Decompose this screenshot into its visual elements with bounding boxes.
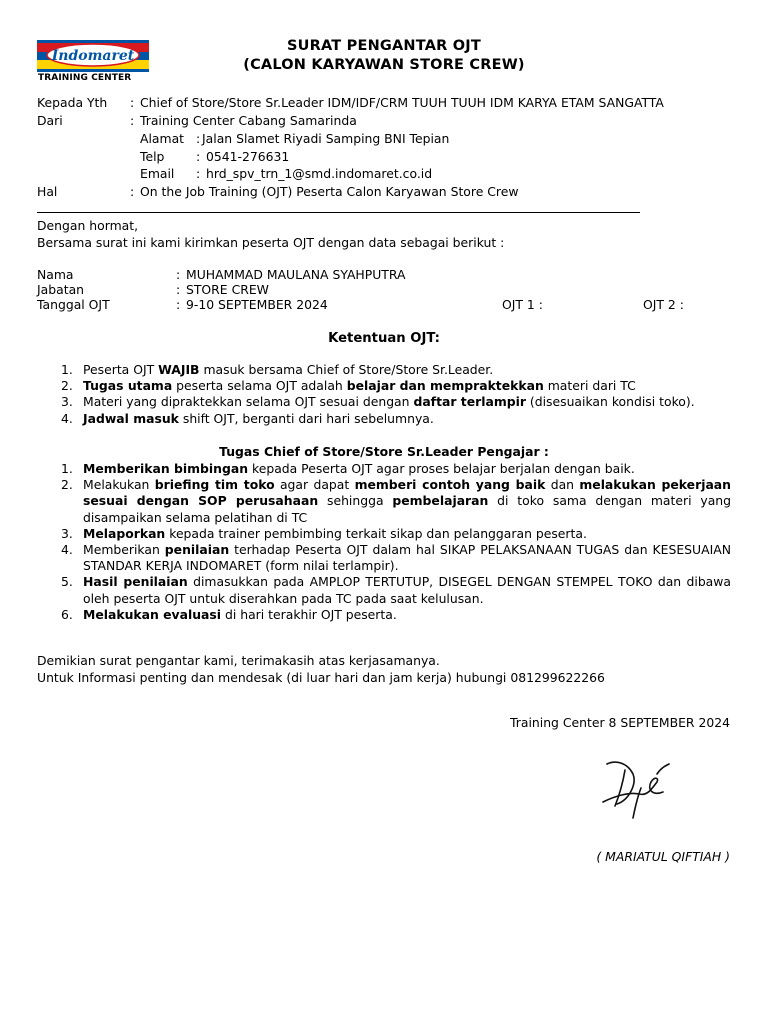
letter-subtitle: (CALON KARYAWAN STORE CREW)	[243, 57, 525, 73]
colon: :	[130, 95, 135, 110]
nama-value: MUHAMMAD MAULANA SYAHPUTRA	[186, 267, 406, 282]
ketentuan-title: Ketentuan OJT:	[328, 331, 440, 346]
tanggal-label: Tanggal OJT	[37, 297, 110, 312]
ketentuan-item	[37, 411, 731, 427]
item-text: dimasukkan pada AMPLOP TERTUTUP, DISEGEL DENGAN STEMPEL TOKO dan dibawa oleh peserta OJT untuk diserahkan pada TC pada saat kelulusan.	[83, 574, 732, 606]
kepada-label: Kepada Yth	[37, 95, 108, 110]
item-text: Materi yang dipraktekkan selama OJT sesuai dengan	[83, 394, 414, 410]
tugas-item	[37, 542, 731, 574]
colon: :	[196, 166, 201, 181]
emphasis-text: Hasil penilaian	[83, 574, 188, 590]
tugas-item	[37, 477, 731, 526]
telp-label: Telp	[140, 149, 165, 164]
item-text: Peserta OJT	[83, 362, 159, 377]
alamat-value: Jalan Slamet Riyadi Samping BNI Tepian	[202, 131, 450, 146]
ketentuan-item	[37, 362, 731, 378]
signature	[595, 752, 675, 822]
item-text: Melakukan	[83, 477, 155, 493]
item-text: kepada trainer pembimbing terkait sikap dan pelanggaran peserta.	[165, 525, 587, 541]
ojt1-label: OJT 1 :	[502, 297, 543, 312]
item-text: terhadap Peserta OJT dalam hal SIKAP PELAKSANAAN TUGAS dan KESESUAIAN STANDAR KERJA INDOMARET (form nilai terlampir).	[83, 542, 731, 574]
list-number: 3.	[61, 394, 73, 410]
email-value: hrd_spv_trn_1@smd.indomaret.co.id	[206, 166, 433, 181]
list-number: 1.	[61, 362, 73, 377]
nama-label: Nama	[37, 267, 74, 282]
jabatan-label: Jabatan	[37, 282, 85, 297]
emphasis-text: melakukan pekerjaan sesuai dengan SOP perusahaan	[83, 477, 731, 509]
letter-title: SURAT PENGANTAR OJT	[287, 38, 481, 54]
emphasis-text: briefing tim toko	[154, 477, 275, 493]
emphasis-text: daftar terlampir	[413, 394, 526, 410]
logo-subtitle: TRAINING CENTER	[38, 73, 132, 83]
emphasis-text: Tugas utama	[83, 378, 173, 394]
dari-value: Training Center Cabang Samarinda	[140, 113, 357, 128]
colon: :	[130, 113, 135, 128]
intro-text: Bersama surat ini kami kirimkan peserta OJT dengan data sebagai berikut :	[37, 235, 505, 250]
header-divider	[37, 212, 640, 213]
greeting: Dengan hormat,	[37, 218, 139, 233]
item-text: dan	[545, 477, 580, 493]
list-number: 4.	[61, 410, 73, 426]
tugas-item	[37, 461, 731, 477]
dari-label: Dari	[37, 113, 63, 128]
colon: :	[176, 267, 181, 282]
ketentuan-list	[37, 362, 731, 427]
colon: :	[196, 131, 201, 146]
item-text: peserta selama OJT adalah	[172, 378, 347, 394]
list-number: 1.	[61, 461, 73, 476]
item-text: Memberikan	[83, 542, 165, 558]
hal-value: On the Job Training (OJT) Peserta Calon Karyawan Store Crew	[140, 184, 519, 199]
closing-text: Demikian surat pengantar kami, terimakasih atas kerjasamanya.	[37, 653, 440, 668]
emphasis-text: pembelajaran	[392, 493, 489, 509]
emphasis-text: belajar dan mempraktekkan	[346, 378, 544, 394]
tugas-item	[37, 574, 731, 606]
list-number: 3.	[61, 525, 73, 541]
signer-name: ( MARIATUL QIFTIAH )	[596, 849, 730, 864]
hal-label: Hal	[37, 184, 58, 199]
sign-date: Training Center 8 SEPTEMBER 2024	[510, 715, 730, 730]
ketentuan-item	[37, 394, 731, 410]
emphasis-text: Memberikan bimbingan	[83, 461, 249, 476]
emphasis-text: Melakukan evaluasi	[83, 606, 222, 622]
tanggal-value: 9-10 SEPTEMBER 2024	[186, 297, 328, 312]
item-text: kepada Peserta OJT agar proses belajar berjalan dengan baik.	[248, 461, 635, 476]
item-text: agar dapat	[274, 477, 355, 493]
tugas-list	[37, 461, 731, 623]
item-text: (disesuaikan kondisi toko).	[525, 394, 695, 410]
item-text: di hari terakhir OJT peserta.	[221, 606, 397, 622]
ketentuan-item	[37, 378, 731, 394]
svg-text:Indomaret: Indomaret	[51, 48, 135, 64]
emphasis-text: penilaian	[164, 542, 230, 558]
tugas-item	[37, 526, 731, 542]
tugas-item	[37, 607, 731, 623]
ojt2-label: OJT 2 :	[643, 297, 684, 312]
item-text: sehingga	[318, 493, 393, 509]
colon: :	[176, 297, 181, 312]
list-number: 6.	[61, 606, 73, 622]
item-text: shift OJT, berganti dari hari sebelumnya.	[178, 410, 434, 426]
list-number: 2.	[61, 477, 73, 493]
colon: :	[176, 282, 181, 297]
list-number: 5.	[61, 574, 73, 590]
emphasis-text: memberi contoh yang baik	[354, 477, 546, 493]
list-number: 2.	[61, 378, 73, 394]
item-text: materi dari TC	[543, 378, 636, 394]
list-number: 4.	[61, 542, 73, 558]
jabatan-value: STORE CREW	[186, 282, 269, 297]
tugas-title: Tugas Chief of Store/Store Sr.Leader Pengajar :	[219, 444, 549, 459]
emphasis-text: WAJIB	[158, 362, 200, 377]
emphasis-text: Melaporkan	[83, 525, 166, 541]
colon: :	[196, 149, 201, 164]
email-label: Email	[140, 166, 175, 181]
telp-value: 0541-276631	[206, 149, 290, 164]
colon: :	[130, 184, 135, 199]
contact-text: Untuk Informasi penting dan mendesak (di luar hari dan jam kerja) hubungi 081299622266	[37, 670, 605, 685]
kepada-value: Chief of Store/Store Sr.Leader IDM/IDF/CRM TUUH TUUH IDM KARYA ETAM SANGATTA	[140, 95, 664, 110]
emphasis-text: Jadwal masuk	[83, 410, 179, 426]
item-text: di toko sama dengan materi yang disampaikan selama pelatihan di TC	[83, 493, 732, 525]
item-text: masuk bersama Chief of Store/Store Sr.Leader.	[199, 362, 494, 377]
alamat-label: Alamat	[140, 131, 185, 146]
